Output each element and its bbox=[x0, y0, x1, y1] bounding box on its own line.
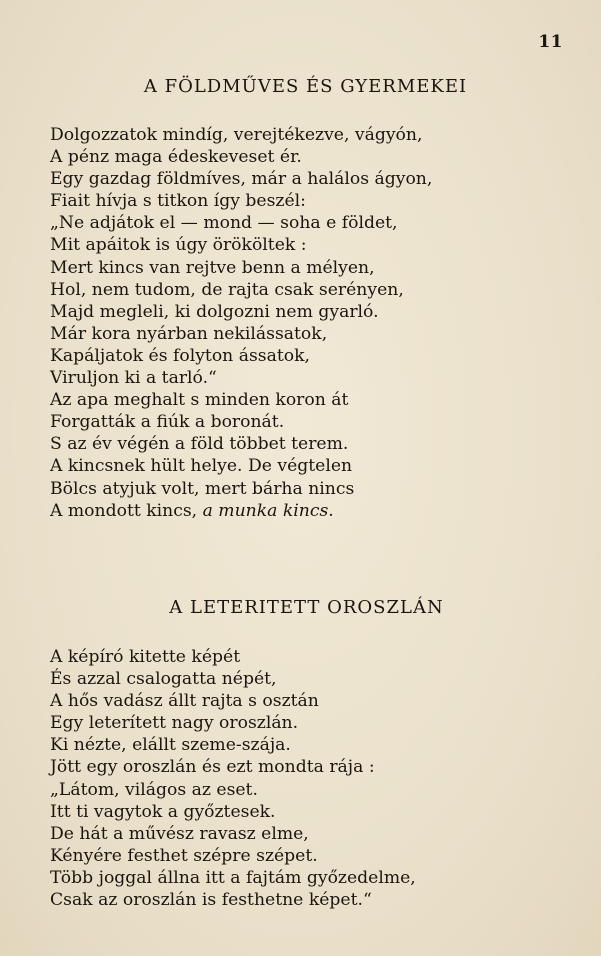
poem-line-last-italic: a munka kincs. bbox=[202, 500, 334, 521]
poem-line: Bölcs atyjuk volt, mert bárha nincs bbox=[50, 478, 355, 499]
poem-line: De hát a művész ravasz elme, bbox=[50, 823, 309, 844]
poem-line: És azzal csalogatta népét, bbox=[50, 669, 277, 690]
poem-body-foldmuves bbox=[50, 124, 570, 522]
poem-line: Kényére festhet szépre szépet. bbox=[50, 845, 318, 866]
poem-body-oroszlan bbox=[50, 646, 570, 911]
poem-line: Mert kincs van rejtve benn a mélyen, bbox=[50, 257, 375, 278]
poem-line: Az apa meghalt s minden koron át bbox=[50, 390, 349, 411]
poem-line: A képíró kitette képét bbox=[50, 647, 241, 667]
poem-line: Egy gazdag földmíves, már a halálos ágyon, bbox=[50, 169, 433, 190]
poem-line: Majd megleli, ki dolgozni nem gyarló. bbox=[50, 301, 379, 322]
poem-line-last bbox=[50, 500, 570, 522]
poem-line: Több joggal állna itt a fajtám győzedelme, bbox=[50, 867, 416, 888]
poem-line: Hol, nem tudom, de rajta csak serényen, bbox=[50, 279, 404, 300]
poem-line: Jött egy oroszlán és ezt mondta rája : bbox=[50, 757, 375, 778]
poem-line: „Ne adjátok el — mond — soha e földet, bbox=[50, 213, 398, 234]
poem-line: Kapáljatok és folyton ássatok, bbox=[50, 345, 310, 366]
poem-title-foldmuves: A FÖLDMŰVES ÉS GYERMEKEI bbox=[143, 76, 468, 97]
poem-line: Fiait hívja s titkon így beszél: bbox=[50, 191, 306, 212]
poem-line: Viruljon ki a tarló.“ bbox=[50, 368, 217, 389]
poem-line: Itt ti vagytok a győztesek. bbox=[50, 801, 276, 822]
poem-line: Csak az oroszlán is festhetne képet.“ bbox=[50, 890, 372, 911]
poem-line: Már kora nyárban nekilássatok, bbox=[50, 323, 328, 344]
poem-line: S az év végén a föld többet terem. bbox=[50, 434, 349, 455]
page-number: 11 bbox=[538, 32, 563, 52]
poem-line: Forgatták a fiúk a boronát. bbox=[50, 412, 285, 433]
poem-line: Ki nézte, elállt szeme-szája. bbox=[50, 735, 291, 756]
poem-line: Dolgozzatok mindíg, verejtékezve, vágyón, bbox=[50, 125, 423, 145]
poem-line: A pénz maga édeskeveset ér. bbox=[50, 147, 302, 168]
poem-title-oroszlan: A LETERITETT OROSZLÁN bbox=[169, 597, 444, 618]
poem-line: „Látom, világos az eset. bbox=[50, 779, 258, 800]
poem-line: Mit apáitok is úgy örököltek : bbox=[50, 235, 307, 256]
poem-line-last-prefix: A mondott kincs, bbox=[50, 500, 203, 521]
poem-line: Egy leterített nagy oroszlán. bbox=[50, 713, 299, 734]
poem-line: A hős vadász állt rajta s osztán bbox=[50, 691, 319, 712]
poem-line: A kincsnek hült helye. De végtelen bbox=[50, 456, 353, 477]
